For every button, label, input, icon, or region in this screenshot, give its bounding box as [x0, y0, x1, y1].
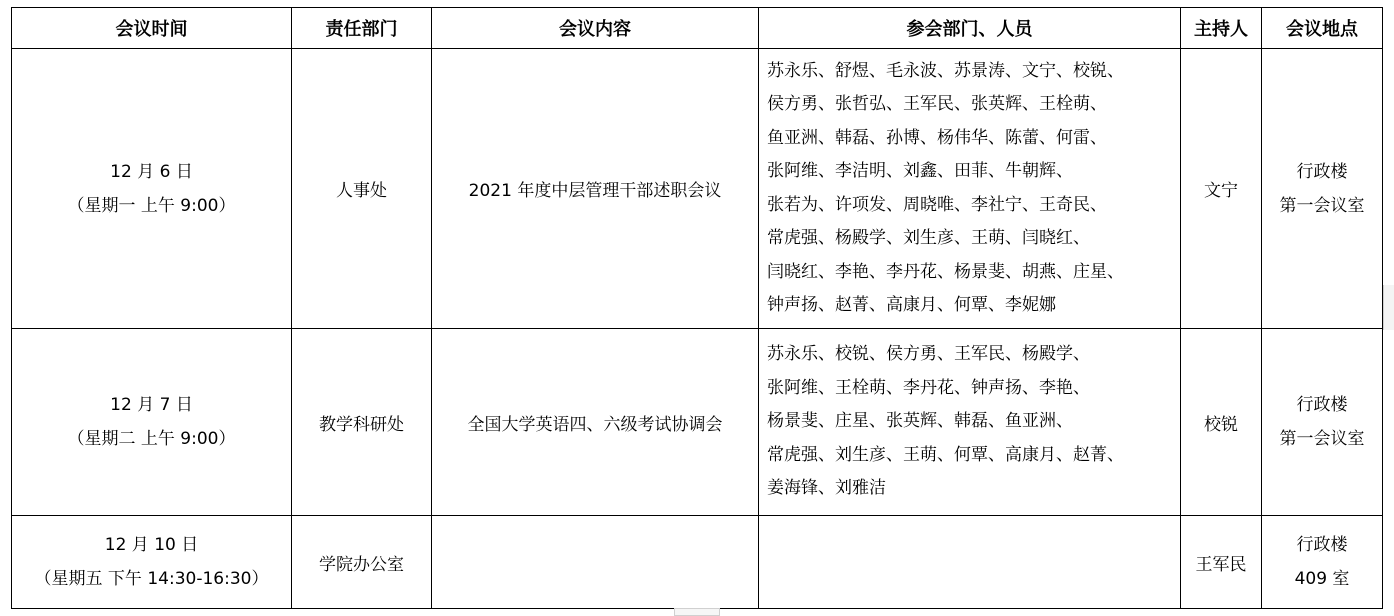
- location-building: 行政楼: [1296, 535, 1348, 555]
- attendees-line: 闫晓红、李艳、李丹花、杨景斐、胡燕、庄星、: [767, 261, 1124, 282]
- attendees-line: 鱼亚洲、韩磊、孙博、杨伟华、陈蕾、何雷、: [767, 127, 1107, 148]
- header-location: 会议地点: [1262, 8, 1383, 49]
- location-room: 第一会议室: [1279, 429, 1365, 449]
- attendees-cell: [759, 516, 1181, 609]
- scrollbar-handle[interactable]: [1383, 285, 1394, 330]
- department-cell: 教学科研处: [292, 329, 432, 516]
- meeting-schedule-table: [11, 7, 1383, 609]
- attendees-line: 苏永乐、校锐、侯方勇、王军民、杨殿学、: [767, 344, 1090, 365]
- attendees-line: 常虎强、杨殿学、刘生彦、王萌、闫晓红、: [767, 228, 1090, 248]
- attendees-line: 张阿维、李洁明、刘鑫、田菲、牛朝辉、: [767, 161, 1073, 181]
- meeting-date: 12 月 6 日: [110, 161, 193, 182]
- meeting-time-cell: [12, 329, 292, 516]
- department-cell: 学院办公室: [292, 516, 432, 609]
- meeting-weekday-time: （星期二 上午 9:00）: [67, 429, 236, 449]
- location-building: 行政楼: [1296, 395, 1348, 415]
- location-building: 行政楼: [1296, 161, 1348, 182]
- attendees-cell: [759, 329, 1181, 516]
- location-room: 409 室: [1294, 569, 1350, 589]
- host-cell: 王军民: [1181, 516, 1262, 609]
- content-cell: 全国大学英语四、六级考试协调会: [432, 329, 759, 516]
- attendees-line: 张阿维、王栓萌、李丹花、钟声扬、李艳、: [767, 377, 1090, 398]
- header-meeting-content: 会议内容: [432, 8, 759, 49]
- attendees-line: 杨景斐、庄星、张英辉、韩磊、鱼亚洲、: [767, 411, 1073, 432]
- content-cell: [432, 516, 759, 609]
- table-row: [12, 49, 1383, 329]
- attendees-cell: [759, 49, 1181, 329]
- host-cell: 文宁: [1181, 49, 1262, 329]
- attendees-line: 张若为、许项发、周晓唯、李社宁、王奇民、: [767, 194, 1107, 215]
- table-row: [12, 516, 1383, 609]
- header-department: 责任部门: [292, 8, 432, 49]
- host-cell: 校锐: [1181, 329, 1262, 516]
- meeting-date: 12 月 7 日: [110, 395, 193, 415]
- meeting-weekday-time: （星期一 上午 9:00）: [67, 195, 236, 216]
- header-host: 主持人: [1181, 8, 1262, 49]
- department-cell: 人事处: [292, 49, 432, 329]
- table-row: [12, 329, 1383, 516]
- header-attendees: 参会部门、人员: [759, 8, 1181, 49]
- location-room: 第一会议室: [1279, 195, 1365, 216]
- attendees-line: 钟声扬、赵菁、高康月、何覃、李妮娜: [767, 295, 1056, 315]
- header-meeting-time: 会议时间: [12, 8, 292, 49]
- content-cell: 2021 年度中层管理干部述职会议: [432, 49, 759, 329]
- location-cell: [1262, 516, 1383, 609]
- attendees-line: 侯方勇、张哲弘、王军民、张英辉、王栓萌、: [767, 94, 1107, 114]
- attendees-line: 常虎强、刘生彦、王萌、何覃、高康月、赵菁、: [767, 444, 1124, 465]
- table-header-row: [12, 8, 1383, 49]
- attendees-line: 姜海锋、刘雅洁: [767, 478, 886, 499]
- meeting-time-cell: [12, 516, 292, 609]
- meeting-time-cell: [12, 49, 292, 329]
- location-cell: [1262, 329, 1383, 516]
- attendees-line: 苏永乐、舒煜、毛永波、苏景涛、文宁、校锐、: [767, 60, 1124, 81]
- meeting-date: 12 月 10 日: [104, 535, 199, 555]
- meeting-weekday-time: （星期五 下午 14:30-16:30）: [34, 569, 269, 589]
- location-cell: [1262, 49, 1383, 329]
- horizontal-scroll-handle[interactable]: [674, 608, 720, 616]
